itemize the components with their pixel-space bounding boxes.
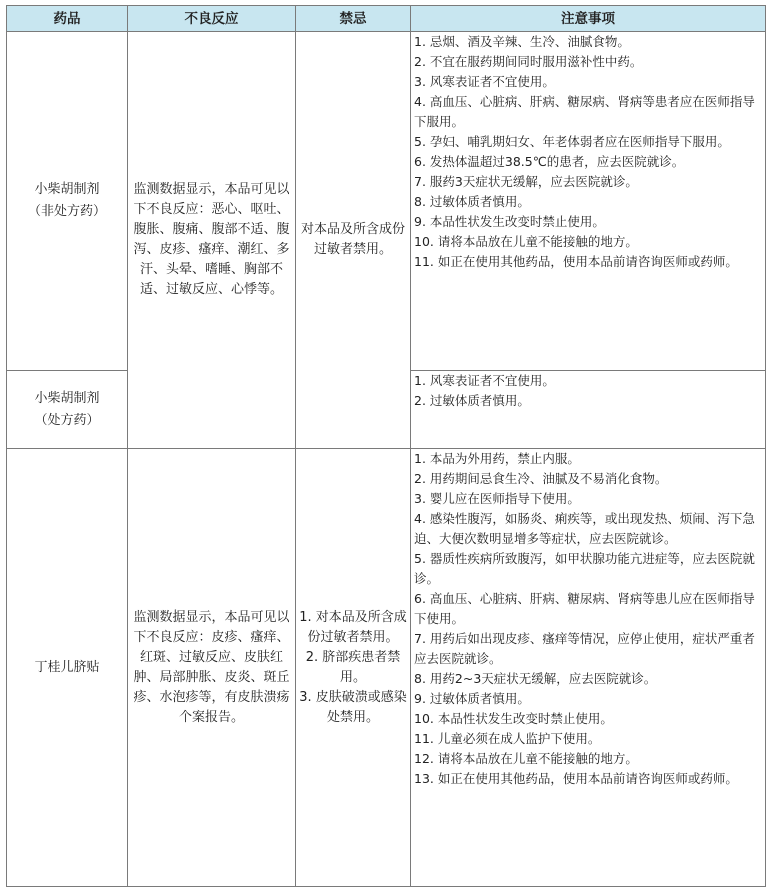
header-row (7, 6, 766, 32)
note-item: 10. 请将本品放在儿童不能接触的地方。 (414, 234, 638, 249)
note-item: 6. 高血压、心脏病、肝病、糖尿病、肾病等患儿应在医师指导下使用。 (414, 591, 755, 626)
note-item: 11. 如正在使用其他药品，使用本品前请咨询医师或药师。 (414, 254, 738, 269)
note-item: 7. 用药后如出现皮疹、瘙痒等情况，应停止使用，症状严重者应去医院就诊。 (414, 631, 755, 666)
note-item: 8. 用药2~3天症状无缓解，应去医院就诊。 (414, 671, 657, 686)
note-item: 9. 过敏体质者慎用。 (414, 691, 530, 706)
note-item: 13. 如正在使用其他药品，使用本品前请咨询医师或药师。 (414, 771, 738, 786)
adverse-cell: 监测数据显示，本品可见以下不良反应：皮疹、瘙痒、红斑、过敏反应、皮肤红肿、局部肿胀、皮炎、斑丘疹、水泡疹等，有皮肤溃疡个案报告。 (128, 449, 296, 887)
adverse-cell: 监测数据显示，本品可见以下不良反应：恶心、呕吐、腹胀、腹痛、腹部不适、腹泻、皮疹、瘙痒、潮红、多汗、头晕、嗜睡、胸部不适、过敏反应、心悸等。 (128, 32, 296, 449)
note-item: 12. 请将本品放在儿童不能接触的地方。 (414, 751, 638, 766)
header-notes: 注意事项 (411, 6, 766, 32)
note-item: 1. 风寒表证者不宜使用。 (414, 373, 555, 388)
drug-name-cell (7, 32, 128, 371)
contraindication-cell: 对本品及所含成份过敏者禁用。 (296, 32, 411, 449)
note-item: 3. 风寒表证者不宜使用。 (414, 74, 555, 89)
note-item: 9. 本品性状发生改变时禁止使用。 (414, 214, 605, 229)
note-item: 3. 婴儿应在医师指导下使用。 (414, 491, 580, 506)
header-contraindication: 禁忌 (296, 6, 411, 32)
note-item: 5. 孕妇、哺乳期妇女、年老体弱者应在医师指导下服用。 (414, 134, 730, 149)
note-item: 4. 高血压、心脏病、肝病、糖尿病、肾病等患者应在医师指导下服用。 (414, 94, 755, 129)
contraindication-item: 2. 脐部疾患者禁用。 (305, 649, 401, 685)
note-item: 6. 发热体温超过38.5℃的患者，应去医院就诊。 (414, 154, 685, 169)
drug-name: 小柴胡制剂 (34, 390, 100, 406)
note-item: 4. 感染性腹泻，如肠炎、痢疾等，或出现发热、烦闹、泻下急迫、大便次数明显增多等症状，应去医院就诊。 (414, 511, 755, 546)
header-adverse: 不良反应 (128, 6, 296, 32)
notes-cell (411, 449, 766, 887)
note-item: 2. 不宜在服药期间同时服用滋补性中药。 (414, 54, 643, 69)
contraindication-cell (296, 449, 411, 887)
contraindication-item: 1. 对本品及所含成份过敏者禁用。 (299, 609, 407, 645)
note-item: 2. 过敏体质者慎用。 (414, 393, 530, 408)
drug-name: 丁桂儿脐贴 (34, 659, 100, 675)
drug-type: （非处方药） (27, 204, 106, 219)
note-item: 11. 儿童必须在成人监护下使用。 (414, 731, 601, 746)
drug-name-cell (7, 371, 128, 449)
note-item: 5. 器质性疾病所致腹泻，如甲状腺功能亢进症等，应去医院就诊。 (414, 551, 755, 586)
note-item: 8. 过敏体质者慎用。 (414, 194, 530, 209)
table-row (7, 449, 766, 887)
notes-cell (411, 32, 766, 371)
drug-type: （处方药） (34, 412, 100, 428)
header-drug: 药品 (7, 6, 128, 32)
drug-name-cell (7, 449, 128, 887)
note-item: 10. 本品性状发生改变时禁止使用。 (414, 711, 613, 726)
note-item: 2. 用药期间忌食生冷、油腻及不易消化食物。 (414, 471, 668, 486)
drug-info-table (6, 5, 766, 887)
contraindication-item: 3. 皮肤破溃或感染处禁用。 (299, 689, 407, 725)
table-row (7, 32, 766, 371)
note-item: 1. 忌烟、酒及辛辣、生冷、油腻食物。 (414, 34, 630, 49)
notes-cell (411, 371, 766, 449)
note-item: 1. 本品为外用药，禁止内服。 (414, 451, 580, 466)
note-item: 7. 服药3天症状无缓解，应去医院就诊。 (414, 174, 638, 189)
drug-name: 小柴胡制剂 (34, 182, 100, 197)
